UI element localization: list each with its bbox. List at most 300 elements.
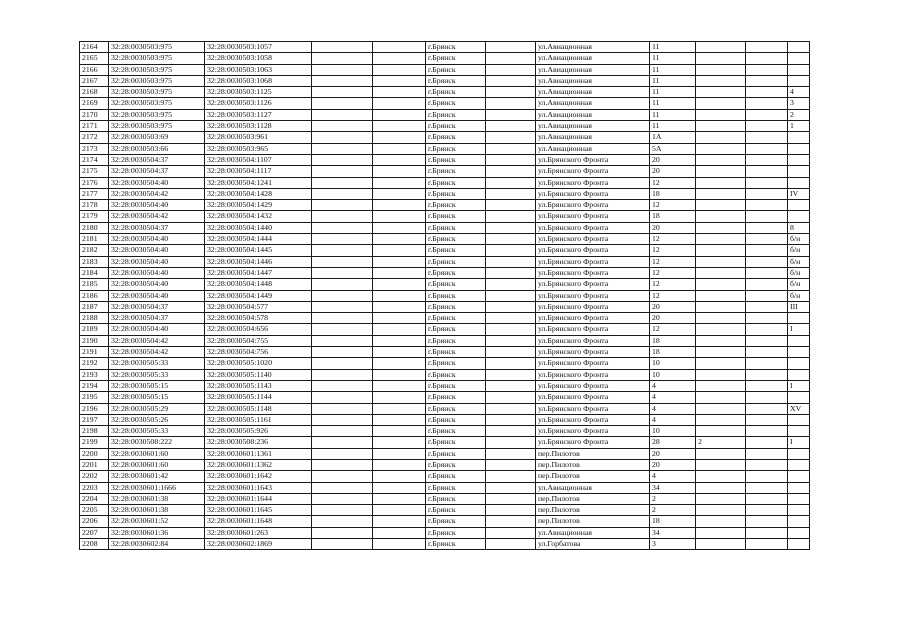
cell-cell-blank-d xyxy=(746,177,788,188)
cell-room: I xyxy=(788,437,810,448)
cell-cell-blank-d xyxy=(746,347,788,358)
cell-parent-cadastral-number: 32:28:0030508:222 xyxy=(109,437,205,448)
cell-cell-blank-b xyxy=(373,414,426,425)
cell-cell-blank-c xyxy=(486,98,536,109)
cell-cell-blank-d xyxy=(746,87,788,98)
cell-cell-blank-c xyxy=(486,324,536,335)
cell-cell-blank-d xyxy=(746,188,788,199)
cell-cell-blank-c xyxy=(486,245,536,256)
cell-city: г.Брянск xyxy=(426,53,486,64)
cell-cell-blank-c xyxy=(486,437,536,448)
cell-row-number: 2167 xyxy=(80,75,109,86)
table-row xyxy=(80,42,810,53)
cell-cell-blank-d xyxy=(746,301,788,312)
cell-house-number: 18 xyxy=(650,188,696,199)
cell-city: г.Брянск xyxy=(426,380,486,391)
cell-cell-blank-b xyxy=(373,313,426,324)
cell-building xyxy=(696,279,746,290)
cell-row-number: 2195 xyxy=(80,392,109,403)
cell-room xyxy=(788,200,810,211)
cell-row-number: 2187 xyxy=(80,301,109,312)
cell-cell-blank-b xyxy=(373,493,426,504)
cell-cadastral-number: 32:28:0030505:1144 xyxy=(205,392,312,403)
cell-cell-blank-b xyxy=(373,347,426,358)
cell-cell-blank-c xyxy=(486,121,536,132)
cell-cell-blank-a xyxy=(312,392,373,403)
cell-cell-blank-d xyxy=(746,380,788,391)
cell-house-number: 10 xyxy=(650,426,696,437)
cell-row-number: 2191 xyxy=(80,347,109,358)
cell-row-number: 2194 xyxy=(80,380,109,391)
cell-city: г.Брянск xyxy=(426,109,486,120)
cell-building xyxy=(696,132,746,143)
cell-parent-cadastral-number: 32:28:0030503:975 xyxy=(109,53,205,64)
cell-cell-blank-b xyxy=(373,482,426,493)
cell-street: ул.Брянского Фронта xyxy=(536,301,650,312)
cell-city: г.Брянск xyxy=(426,234,486,245)
cell-city: г.Брянск xyxy=(426,448,486,459)
cell-building xyxy=(696,177,746,188)
cell-house-number: 20 xyxy=(650,448,696,459)
cell-cell-blank-b xyxy=(373,380,426,391)
cell-street: ул.Брянского Фронта xyxy=(536,392,650,403)
cell-building xyxy=(696,267,746,278)
cell-cell-blank-b xyxy=(373,301,426,312)
cell-cell-blank-d xyxy=(746,335,788,346)
cell-building xyxy=(696,505,746,516)
cell-cell-blank-a xyxy=(312,245,373,256)
cell-row-number: 2168 xyxy=(80,87,109,98)
cell-street: ул.Авиационная xyxy=(536,75,650,86)
cell-cell-blank-d xyxy=(746,200,788,211)
cell-cell-blank-c xyxy=(486,267,536,278)
cell-cell-blank-a xyxy=(312,87,373,98)
cell-cadastral-number: 32:28:0030601:1645 xyxy=(205,505,312,516)
cell-parent-cadastral-number: 32:28:0030503:975 xyxy=(109,109,205,120)
cell-row-number: 2164 xyxy=(80,42,109,53)
cell-cell-blank-b xyxy=(373,42,426,53)
cell-row-number: 2190 xyxy=(80,335,109,346)
cell-cell-blank-c xyxy=(486,177,536,188)
cell-cell-blank-c xyxy=(486,380,536,391)
cell-cell-blank-d xyxy=(746,75,788,86)
cell-parent-cadastral-number: 32:28:0030505:15 xyxy=(109,380,205,391)
registry-body xyxy=(80,42,810,550)
cell-cell-blank-c xyxy=(486,403,536,414)
cell-cell-blank-a xyxy=(312,516,373,527)
table-row xyxy=(80,358,810,369)
cell-cell-blank-b xyxy=(373,132,426,143)
cell-house-number: 20 xyxy=(650,301,696,312)
cell-cadastral-number: 32:28:0030503:1057 xyxy=(205,42,312,53)
cell-street: ул.Брянского Фронта xyxy=(536,200,650,211)
cell-cell-blank-a xyxy=(312,437,373,448)
cell-street: пер.Пилотов xyxy=(536,471,650,482)
cell-building xyxy=(696,109,746,120)
cell-cell-blank-b xyxy=(373,222,426,233)
cell-cadastral-number: 32:28:0030504:1428 xyxy=(205,188,312,199)
cell-cell-blank-a xyxy=(312,347,373,358)
cell-row-number: 2197 xyxy=(80,414,109,425)
cell-street: ул.Авиационная xyxy=(536,87,650,98)
cell-city: г.Брянск xyxy=(426,143,486,154)
cell-cadastral-number: 32:28:0030505:1140 xyxy=(205,369,312,380)
cell-city: г.Брянск xyxy=(426,505,486,516)
cell-cell-blank-a xyxy=(312,482,373,493)
cell-city: г.Брянск xyxy=(426,290,486,301)
cell-parent-cadastral-number: 32:28:0030601:42 xyxy=(109,471,205,482)
cell-cell-blank-d xyxy=(746,414,788,425)
cell-street: ул.Авиационная xyxy=(536,64,650,75)
cell-house-number: 18 xyxy=(650,211,696,222)
cell-cadastral-number: 32:28:0030601:1642 xyxy=(205,471,312,482)
cell-cell-blank-a xyxy=(312,426,373,437)
cell-room xyxy=(788,132,810,143)
cell-cell-blank-d xyxy=(746,516,788,527)
cell-street: ул.Брянского Фронта xyxy=(536,335,650,346)
cell-parent-cadastral-number: 32:28:0030601:38 xyxy=(109,505,205,516)
cell-street: ул.Брянского Фронта xyxy=(536,154,650,165)
cell-row-number: 2204 xyxy=(80,493,109,504)
cell-city: г.Брянск xyxy=(426,414,486,425)
cell-city: г.Брянск xyxy=(426,313,486,324)
cell-cell-blank-a xyxy=(312,358,373,369)
cell-cell-blank-d xyxy=(746,143,788,154)
cell-building xyxy=(696,324,746,335)
cell-room: I xyxy=(788,380,810,391)
cell-house-number: 3 xyxy=(650,539,696,550)
cell-cell-blank-b xyxy=(373,234,426,245)
cell-cell-blank-b xyxy=(373,188,426,199)
cell-cell-blank-c xyxy=(486,109,536,120)
cell-city: г.Брянск xyxy=(426,426,486,437)
table-row xyxy=(80,324,810,335)
cell-cell-blank-b xyxy=(373,267,426,278)
cell-room: б/н xyxy=(788,267,810,278)
cell-city: г.Брянск xyxy=(426,42,486,53)
cell-city: г.Брянск xyxy=(426,154,486,165)
cell-cell-blank-d xyxy=(746,53,788,64)
cell-city: г.Брянск xyxy=(426,132,486,143)
cell-room xyxy=(788,166,810,177)
cell-cadastral-number: 32:28:0030504:1440 xyxy=(205,222,312,233)
cell-parent-cadastral-number: 32:28:0030503:975 xyxy=(109,121,205,132)
cell-cadastral-number: 32:28:0030504:1117 xyxy=(205,166,312,177)
cell-street: ул.Авиационная xyxy=(536,482,650,493)
cell-cell-blank-b xyxy=(373,539,426,550)
cell-building xyxy=(696,448,746,459)
cell-row-number: 2169 xyxy=(80,98,109,109)
cell-building xyxy=(696,53,746,64)
cell-city: г.Брянск xyxy=(426,527,486,538)
cell-cadastral-number: 32:28:0030505:1161 xyxy=(205,414,312,425)
cell-street: ул.Брянского Фронта xyxy=(536,188,650,199)
cell-cell-blank-c xyxy=(486,471,536,482)
cell-cadastral-number: 32:28:0030503:1126 xyxy=(205,98,312,109)
cell-cell-blank-c xyxy=(486,222,536,233)
document-sheet xyxy=(79,41,809,550)
cell-row-number: 2202 xyxy=(80,471,109,482)
table-row xyxy=(80,245,810,256)
cell-room: 1 xyxy=(788,121,810,132)
cell-cadastral-number: 32:28:0030504:1241 xyxy=(205,177,312,188)
cell-house-number: 20 xyxy=(650,154,696,165)
cell-parent-cadastral-number: 32:28:0030505:26 xyxy=(109,414,205,425)
cell-cadastral-number: 32:28:0030503:1068 xyxy=(205,75,312,86)
cell-house-number: 34 xyxy=(650,482,696,493)
cell-house-number: 10 xyxy=(650,369,696,380)
cell-building xyxy=(696,527,746,538)
cell-cadastral-number: 32:28:0030504:656 xyxy=(205,324,312,335)
cell-room xyxy=(788,313,810,324)
cell-row-number: 2192 xyxy=(80,358,109,369)
cell-street: ул.Авиационная xyxy=(536,98,650,109)
cell-cadastral-number: 32:28:0030503:1063 xyxy=(205,64,312,75)
table-row xyxy=(80,53,810,64)
cell-cell-blank-c xyxy=(486,132,536,143)
cell-building xyxy=(696,256,746,267)
cell-cell-blank-d xyxy=(746,234,788,245)
cell-cell-blank-a xyxy=(312,539,373,550)
cell-street: ул.Брянского Фронта xyxy=(536,222,650,233)
cell-parent-cadastral-number: 32:28:0030503:975 xyxy=(109,42,205,53)
cell-cell-blank-d xyxy=(746,267,788,278)
cell-cell-blank-a xyxy=(312,403,373,414)
cell-house-number: 11 xyxy=(650,87,696,98)
cell-cell-blank-d xyxy=(746,211,788,222)
table-row xyxy=(80,335,810,346)
cell-cadastral-number: 32:28:0030504:755 xyxy=(205,335,312,346)
cell-cell-blank-d xyxy=(746,392,788,403)
cell-cell-blank-c xyxy=(486,516,536,527)
cell-city: г.Брянск xyxy=(426,87,486,98)
cell-row-number: 2203 xyxy=(80,482,109,493)
table-row xyxy=(80,426,810,437)
cell-row-number: 2165 xyxy=(80,53,109,64)
cell-street: ул.Брянского Фронта xyxy=(536,369,650,380)
cell-house-number: 2 xyxy=(650,505,696,516)
cell-city: г.Брянск xyxy=(426,64,486,75)
cell-cadastral-number: 32:28:0030504:1445 xyxy=(205,245,312,256)
cell-row-number: 2185 xyxy=(80,279,109,290)
cell-cell-blank-d xyxy=(746,437,788,448)
cell-row-number: 2182 xyxy=(80,245,109,256)
table-row xyxy=(80,279,810,290)
cell-cell-blank-c xyxy=(486,539,536,550)
cell-parent-cadastral-number: 32:28:0030504:42 xyxy=(109,347,205,358)
cell-street: ул.Брянского Фронта xyxy=(536,234,650,245)
cell-cell-blank-d xyxy=(746,154,788,165)
cell-row-number: 2176 xyxy=(80,177,109,188)
cell-cell-blank-b xyxy=(373,335,426,346)
cell-street: пер.Пилотов xyxy=(536,505,650,516)
cell-room xyxy=(788,369,810,380)
cell-cell-blank-a xyxy=(312,256,373,267)
cell-parent-cadastral-number: 32:28:0030503:66 xyxy=(109,143,205,154)
cell-building xyxy=(696,290,746,301)
cell-room xyxy=(788,53,810,64)
cell-room: 2 xyxy=(788,109,810,120)
table-row xyxy=(80,505,810,516)
cell-cell-blank-c xyxy=(486,166,536,177)
cell-parent-cadastral-number: 32:28:0030601:60 xyxy=(109,448,205,459)
cell-cell-blank-c xyxy=(486,392,536,403)
cell-cell-blank-d xyxy=(746,369,788,380)
cell-room xyxy=(788,493,810,504)
cell-building xyxy=(696,154,746,165)
cell-city: г.Брянск xyxy=(426,358,486,369)
cell-street: пер.Пилотов xyxy=(536,493,650,504)
cell-cell-blank-c xyxy=(486,313,536,324)
cell-parent-cadastral-number: 32:28:0030505:15 xyxy=(109,392,205,403)
table-row xyxy=(80,256,810,267)
cell-house-number: 11 xyxy=(650,53,696,64)
cell-house-number: 11 xyxy=(650,121,696,132)
cell-building xyxy=(696,380,746,391)
cell-city: г.Брянск xyxy=(426,347,486,358)
table-row xyxy=(80,527,810,538)
cell-cadastral-number: 32:28:0030505:926 xyxy=(205,426,312,437)
cell-cell-blank-b xyxy=(373,87,426,98)
cell-cadastral-number: 32:28:0030505:1143 xyxy=(205,380,312,391)
cell-row-number: 2205 xyxy=(80,505,109,516)
cell-building xyxy=(696,211,746,222)
cell-cadastral-number: 32:28:0030504:1446 xyxy=(205,256,312,267)
cell-cell-blank-c xyxy=(486,75,536,86)
cell-city: г.Брянск xyxy=(426,482,486,493)
cell-cell-blank-c xyxy=(486,448,536,459)
cell-house-number: 2 xyxy=(650,493,696,504)
cell-house-number: 5А xyxy=(650,143,696,154)
cell-cadastral-number: 32:28:0030504:1432 xyxy=(205,211,312,222)
cell-house-number: 12 xyxy=(650,177,696,188)
cell-house-number: 12 xyxy=(650,200,696,211)
cell-cadastral-number: 32:28:0030504:1448 xyxy=(205,279,312,290)
cell-cell-blank-a xyxy=(312,132,373,143)
cell-city: г.Брянск xyxy=(426,121,486,132)
cell-parent-cadastral-number: 32:28:0030504:40 xyxy=(109,256,205,267)
cell-room xyxy=(788,505,810,516)
cell-building xyxy=(696,245,746,256)
cell-cell-blank-b xyxy=(373,154,426,165)
table-row xyxy=(80,516,810,527)
cell-house-number: 12 xyxy=(650,256,696,267)
cell-cell-blank-d xyxy=(746,426,788,437)
cell-cell-blank-b xyxy=(373,448,426,459)
cell-cadastral-number: 32:28:0030504:1447 xyxy=(205,267,312,278)
cell-building xyxy=(696,539,746,550)
cell-cadastral-number: 32:28:0030504:577 xyxy=(205,301,312,312)
cell-building xyxy=(696,42,746,53)
cell-row-number: 2199 xyxy=(80,437,109,448)
cell-cell-blank-a xyxy=(312,414,373,425)
cell-room xyxy=(788,335,810,346)
cell-cell-blank-a xyxy=(312,505,373,516)
cell-building xyxy=(696,75,746,86)
cell-cadastral-number: 32:28:0030601:1644 xyxy=(205,493,312,504)
table-row xyxy=(80,380,810,391)
cell-cadastral-number: 32:28:0030503:1058 xyxy=(205,53,312,64)
cell-room: XV xyxy=(788,403,810,414)
cell-cell-blank-b xyxy=(373,53,426,64)
cell-building xyxy=(696,143,746,154)
cell-street: ул.Брянского Фронта xyxy=(536,380,650,391)
cell-house-number: 12 xyxy=(650,279,696,290)
cell-cell-blank-d xyxy=(746,471,788,482)
table-row xyxy=(80,471,810,482)
cell-building xyxy=(696,493,746,504)
cell-cell-blank-a xyxy=(312,75,373,86)
cell-room: б/н xyxy=(788,234,810,245)
cell-city: г.Брянск xyxy=(426,459,486,470)
cell-room xyxy=(788,42,810,53)
cell-room xyxy=(788,448,810,459)
cell-row-number: 2200 xyxy=(80,448,109,459)
table-row xyxy=(80,121,810,132)
cell-room xyxy=(788,75,810,86)
table-row xyxy=(80,437,810,448)
cell-cell-blank-c xyxy=(486,301,536,312)
cell-parent-cadastral-number: 32:28:0030505:33 xyxy=(109,358,205,369)
cell-street: ул.Брянского Фронта xyxy=(536,313,650,324)
cell-house-number: 11 xyxy=(650,98,696,109)
cell-parent-cadastral-number: 32:28:0030504:37 xyxy=(109,222,205,233)
cell-cell-blank-b xyxy=(373,166,426,177)
cell-row-number: 2184 xyxy=(80,267,109,278)
cell-cell-blank-d xyxy=(746,448,788,459)
cell-building xyxy=(696,121,746,132)
table-row xyxy=(80,448,810,459)
cell-cell-blank-b xyxy=(373,64,426,75)
cell-room xyxy=(788,426,810,437)
cell-cell-blank-b xyxy=(373,200,426,211)
cell-cell-blank-d xyxy=(746,64,788,75)
cell-cadastral-number: 32:28:0030504:1449 xyxy=(205,290,312,301)
cell-cadastral-number: 32:28:0030503:1128 xyxy=(205,121,312,132)
cell-house-number: 18 xyxy=(650,347,696,358)
cell-cell-blank-b xyxy=(373,403,426,414)
cell-cadastral-number: 32:28:0030504:1429 xyxy=(205,200,312,211)
cell-city: г.Брянск xyxy=(426,539,486,550)
cell-room: б/н xyxy=(788,290,810,301)
cell-city: г.Брянск xyxy=(426,200,486,211)
cell-parent-cadastral-number: 32:28:0030504:40 xyxy=(109,279,205,290)
cell-room xyxy=(788,482,810,493)
cell-building xyxy=(696,87,746,98)
cell-cell-blank-b xyxy=(373,279,426,290)
cell-room xyxy=(788,64,810,75)
cell-cadastral-number: 32:28:0030503:1125 xyxy=(205,87,312,98)
cell-cell-blank-a xyxy=(312,64,373,75)
table-row xyxy=(80,403,810,414)
cell-cell-blank-c xyxy=(486,459,536,470)
cell-cell-blank-a xyxy=(312,448,373,459)
cell-city: г.Брянск xyxy=(426,245,486,256)
cell-parent-cadastral-number: 32:28:0030504:37 xyxy=(109,301,205,312)
cell-parent-cadastral-number: 32:28:0030504:42 xyxy=(109,211,205,222)
cell-cell-blank-b xyxy=(373,392,426,403)
cell-cell-blank-c xyxy=(486,42,536,53)
cell-house-number: 18 xyxy=(650,335,696,346)
cell-city: г.Брянск xyxy=(426,335,486,346)
cell-city: г.Брянск xyxy=(426,437,486,448)
cell-cadastral-number: 32:28:0030601:1643 xyxy=(205,482,312,493)
cell-house-number: 18 xyxy=(650,516,696,527)
cell-row-number: 2196 xyxy=(80,403,109,414)
cell-cadastral-number: 32:28:0030601:1648 xyxy=(205,516,312,527)
cell-cell-blank-d xyxy=(746,132,788,143)
cell-cell-blank-b xyxy=(373,177,426,188)
